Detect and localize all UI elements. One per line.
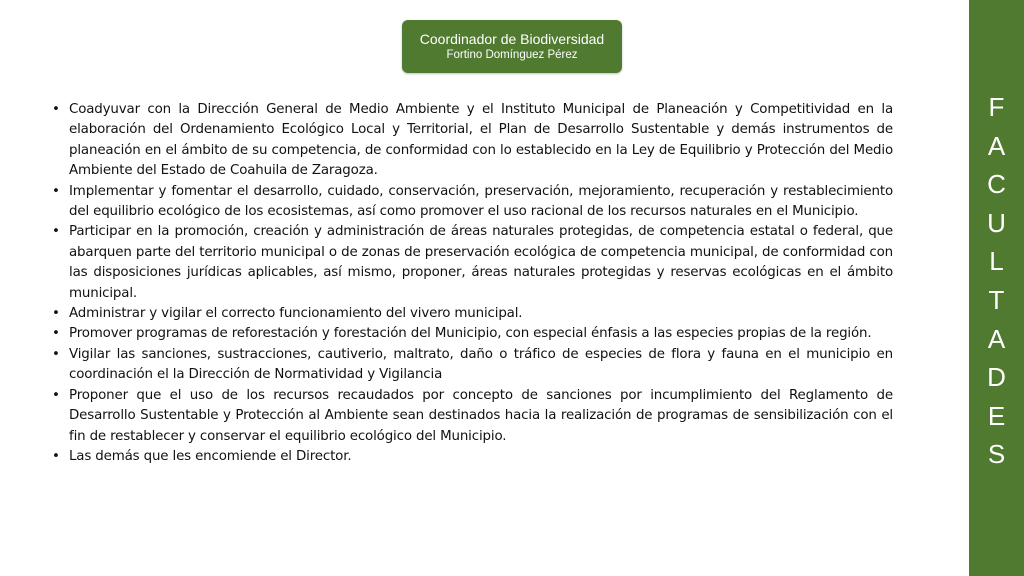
- list-item: [50, 222, 893, 304]
- side-letter: U: [987, 207, 1006, 238]
- bullet: •: [52, 224, 60, 240]
- list-item-text: Administrar y vigilar el correcto funcionamiento del vivero municipal.: [69, 306, 523, 322]
- title-box: [402, 20, 622, 73]
- bullet: •: [52, 387, 60, 403]
- bullet: •: [52, 326, 60, 342]
- list-item: [50, 447, 893, 467]
- side-letter: T: [988, 284, 1005, 315]
- list-item: [50, 386, 893, 447]
- bullet: •: [52, 306, 60, 322]
- list-item: [50, 100, 893, 182]
- list-item-text: Participar en la promoción, creación y administración de áreas naturales protegidas, de competencia estatal o federal, que abarquen parte del territorio municipal o de zonas de preservación ecológica de competencia municipal, de conformidad con las disposiciones jurídicas aplicables, así mismo, proponer, áreas naturales protegidas y reservas ecológicas en el ámbito municipal.: [69, 224, 893, 301]
- side-letter: D: [987, 362, 1006, 393]
- bullet: •: [52, 102, 60, 117]
- side-letter: L: [989, 246, 1004, 277]
- list-item-text: Promover programas de reforestación y forestación del Municipio, con especial énfasis a las especies propias de la región.: [69, 326, 872, 342]
- title-subtitle: Fortino Domínguez Pérez: [446, 49, 578, 61]
- list-item-text: Coadyuvar con la Dirección General de Medio Ambiente y el Instituto Municipal de Planeación y Competitividad en la elaboración del Ordenamiento Ecológico Local y Territorial, el Plan de Desarrollo Sustentable y demás instrumentos de planeación en el ámbito de su competencia, de conformidad con lo establecido en la Ley de Equilibrio y Protección del Medio Ambiente del Estado de Coahuila de Zaragoza.: [69, 102, 893, 179]
- side-letter: A: [987, 130, 1006, 161]
- list-item: [50, 304, 893, 324]
- side-letter: F: [988, 92, 1005, 122]
- side-bar: [969, 0, 1024, 576]
- faculties-list: [50, 100, 893, 467]
- list-item: [50, 345, 893, 386]
- side-letter: E: [987, 400, 1006, 431]
- bullet: •: [52, 346, 60, 362]
- list-item: [50, 182, 893, 223]
- list-item-text: Implementar y fomentar el desarrollo, cuidado, conservación, preservación, mejoramiento, recuperación y restablecimiento del equilibrio ecológico de los ecosistemas, así como promover el uso racional de los recursos naturales en el Municipio.: [69, 183, 893, 220]
- list-item-text: Las demás que les encomiende el Director.: [69, 448, 352, 464]
- list-item-text: Vigilar las sanciones, sustracciones, cautiverio, maltrato, daño o tráfico de especies de flora y fauna en el municipio en coordinación el la Dirección de Normatividad y Vigilancia: [69, 346, 893, 383]
- bullet: •: [52, 448, 60, 464]
- side-letter: A: [987, 323, 1006, 354]
- side-letter: C: [987, 169, 1006, 200]
- bullet: •: [52, 183, 60, 199]
- list-item: [50, 324, 893, 344]
- list-item-text: Proponer que el uso de los recursos recaudados por concepto de sanciones por incumplimiento del Reglamento de Desarrollo Sustentable y Protección al Ambiente sean destinados hacia la realización de programas de sensibilización con el fin de restablecer y conservar el equilibrio ecológico del Municipio.: [69, 387, 893, 444]
- side-letter: S: [987, 439, 1006, 470]
- title-main: Coordinador de Biodiversidad: [419, 31, 605, 47]
